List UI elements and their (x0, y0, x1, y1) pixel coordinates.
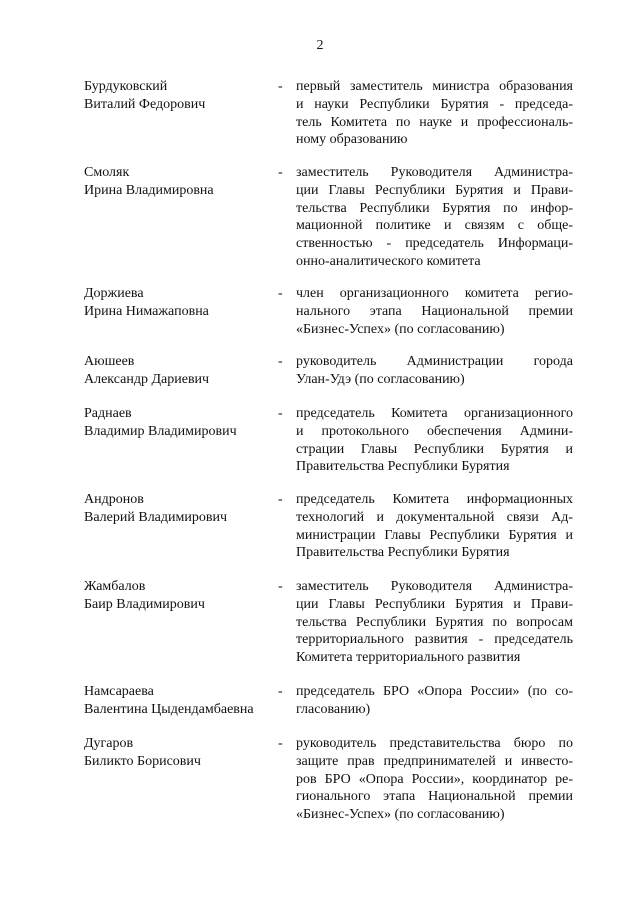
member-surname: Жамбалов (84, 579, 146, 594)
role-line: руководитель Администрации города (296, 354, 573, 369)
member-surname: Намсараева (84, 684, 154, 699)
member-name (84, 578, 274, 614)
separator-dash: - (278, 579, 283, 594)
separator-dash: - (278, 684, 283, 699)
role-line: и протокольного обеспечения Админи- (296, 423, 573, 439)
separator-dash: - (278, 79, 283, 94)
role-line: тельства Республики Бурятия по инфор- (296, 200, 573, 216)
separator-dash: - (278, 165, 283, 180)
member-name (84, 353, 274, 389)
role-line: гионального этапа Национальной премии (296, 789, 573, 805)
page-number: 2 (316, 38, 324, 53)
member-surname: Раднаев (84, 406, 132, 421)
role-line: территориального развития - председатель (296, 632, 573, 648)
member-name (84, 405, 274, 441)
role-line: «Бизнес-Успех» (по согласованию) (296, 807, 505, 823)
member-name (84, 683, 274, 719)
separator-dash: - (278, 736, 283, 751)
role-line: Правительства Республики Бурятия (296, 545, 510, 561)
member-surname: Дугаров (84, 736, 134, 751)
member-role (296, 491, 573, 562)
member-name (84, 285, 274, 321)
member-name (84, 78, 274, 114)
member-given-name: Виталий Федорович (84, 96, 206, 112)
member-given-name: Ирина Владимировна (84, 182, 214, 198)
role-line: Комитета территориального развития (296, 650, 521, 666)
role-line: министрации Главы Республики Бурятия и (296, 527, 573, 543)
role-line: нального этапа Национальной премии (296, 303, 573, 319)
member-role (296, 683, 573, 719)
member-given-name: Владимир Владимирович (84, 423, 237, 439)
member-role (296, 353, 573, 389)
role-line: руководитель представительства бюро по (296, 736, 573, 751)
separator-dash: - (278, 492, 283, 507)
role-line: и науки Республики Бурятия - председа- (296, 96, 573, 112)
member-given-name: Ирина Нимажаповна (84, 303, 209, 319)
role-line: председатель Комитета организационного (296, 406, 573, 421)
role-line: страции Главы Республики Бурятия и (296, 441, 573, 457)
role-line: первый заместитель министра образования (296, 79, 573, 94)
member-role (296, 78, 573, 149)
role-line: защите прав предпринимателей и инвесто- (296, 753, 573, 769)
role-line: технологий и документальной связи Ад- (296, 509, 573, 525)
separator-dash: - (278, 354, 283, 369)
separator-dash: - (278, 406, 283, 421)
role-line: заместитель Руководителя Администра- (296, 579, 573, 594)
member-given-name: Александр Дариевич (84, 371, 210, 387)
role-line: мационной политике и связям с обще- (296, 218, 573, 234)
role-line: ров БРО «Опора России», координатор ре- (296, 771, 573, 787)
role-line: онно-аналитического комитета (296, 253, 481, 269)
member-surname: Смоляк (84, 165, 130, 180)
role-line: тель Комитета по науке и профессиональ- (296, 114, 573, 130)
role-line: Правительства Республики Бурятия (296, 459, 510, 475)
member-role (296, 164, 573, 271)
role-line: тельства Республики Бурятия по вопросам (296, 614, 573, 630)
role-line: ции Главы Республики Бурятия и Прави- (296, 596, 573, 612)
member-surname: Андронов (84, 492, 144, 507)
member-given-name: Биликто Борисович (84, 753, 201, 769)
role-line: Улан-Удэ (по согласованию) (296, 371, 465, 387)
member-surname: Доржиева (84, 286, 144, 301)
member-name (84, 164, 274, 200)
member-surname: Аюшеев (84, 354, 135, 369)
role-line: гласованию) (296, 701, 371, 717)
separator-dash: - (278, 286, 283, 301)
role-line: ции Главы Республики Бурятия и Прави- (296, 182, 573, 198)
member-role (296, 405, 573, 476)
role-line: член организационного комитета регио- (296, 286, 573, 301)
member-role (296, 578, 573, 667)
member-given-name: Валерий Владимирович (84, 509, 228, 525)
role-line: ственностью - председатель Информаци- (296, 236, 573, 252)
member-role (296, 285, 573, 338)
role-line: председатель БРО «Опора России» (по со- (296, 684, 573, 699)
member-surname: Бурдуковский (84, 79, 168, 94)
role-line: ному образованию (296, 132, 408, 148)
role-line: председатель Комитета информационных (296, 492, 573, 507)
member-name (84, 735, 274, 771)
member-role (296, 735, 573, 824)
role-line: «Бизнес-Успех» (по согласованию) (296, 321, 505, 337)
member-given-name: Валентина Цыдендамбаевна (84, 701, 254, 717)
member-name (84, 491, 274, 527)
role-line: заместитель Руководителя Администра- (296, 165, 573, 180)
member-given-name: Баир Владимирович (84, 596, 205, 612)
